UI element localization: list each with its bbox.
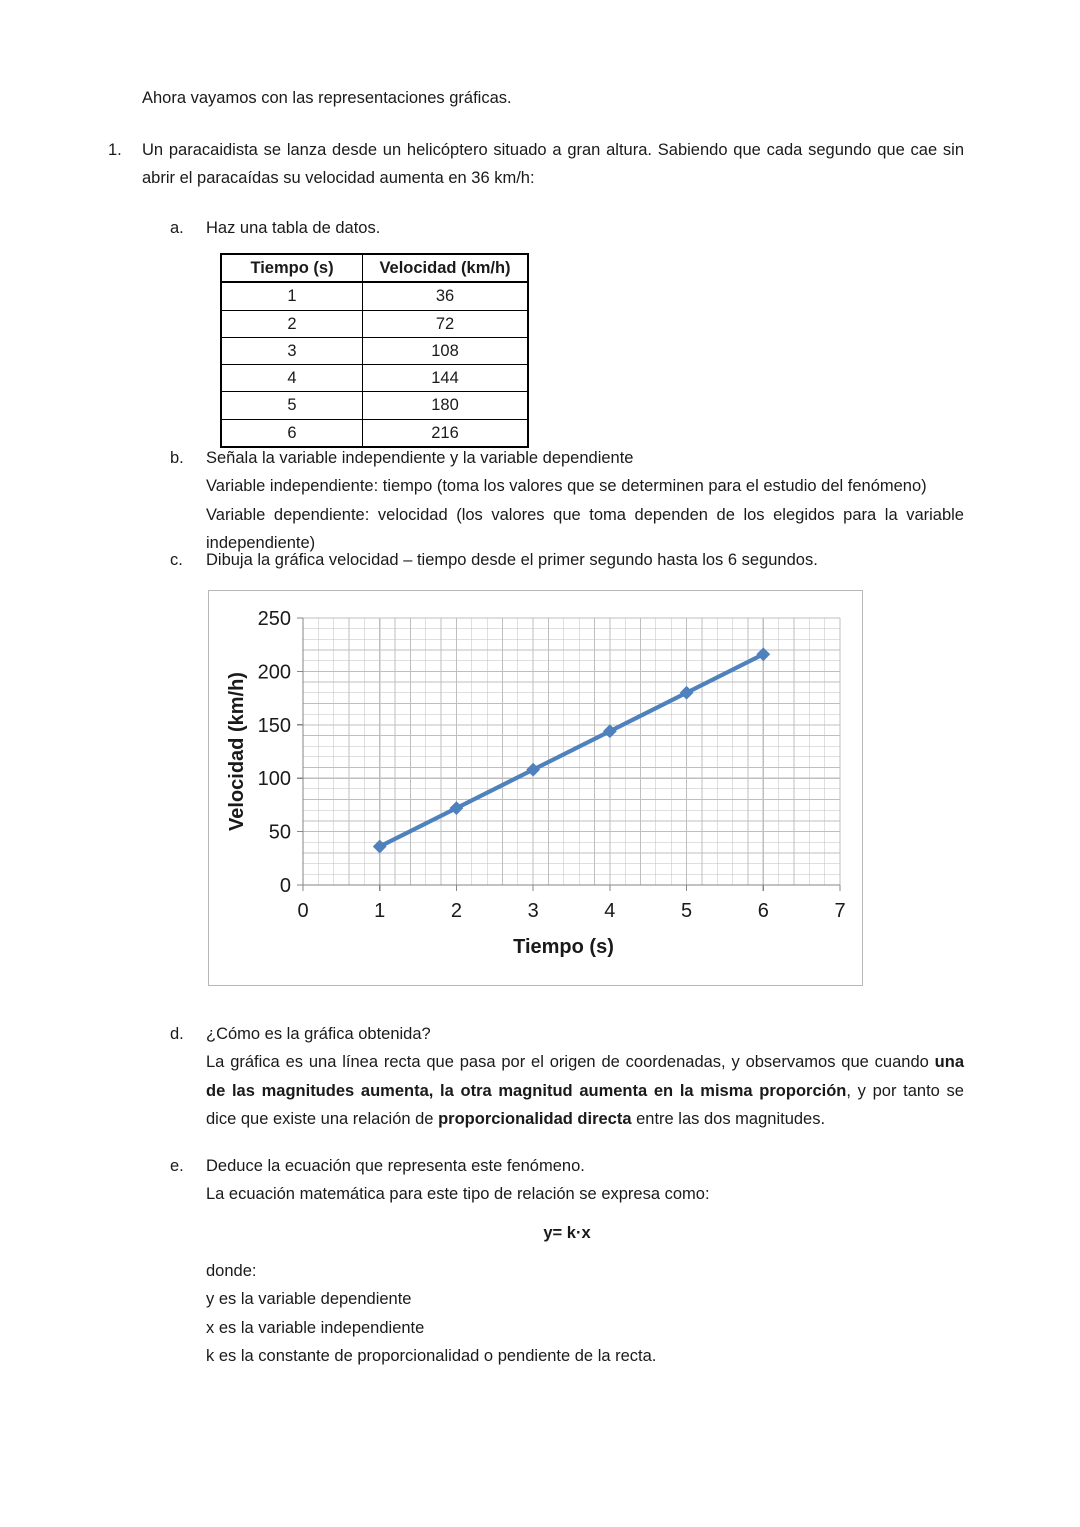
table-row xyxy=(221,419,528,447)
cell-tiempo: 1 xyxy=(221,282,363,310)
table-header-tiempo: Tiempo (s) xyxy=(221,254,363,282)
table-row xyxy=(221,310,528,337)
section-c-letter: c. xyxy=(170,551,183,569)
section-b-line2: Variable dependiente: velocidad (los valores que toma dependen de los elegidos para la variable independiente) xyxy=(206,505,964,553)
cell-velocidad: 72 xyxy=(363,310,529,337)
section-c xyxy=(170,546,964,574)
x-axis-tick-label: 3 xyxy=(527,900,539,922)
section-e-def-k: k es la constante de proporcionalidad o pendiente de la recta. xyxy=(206,1346,657,1365)
cell-tiempo: 2 xyxy=(221,310,363,337)
section-a-letter: a. xyxy=(170,219,184,237)
cell-tiempo: 4 xyxy=(221,365,363,392)
y-axis-tick-label: 100 xyxy=(257,768,291,791)
section-e-letter: e. xyxy=(170,1157,184,1175)
chart-svg xyxy=(209,591,862,985)
table-row xyxy=(221,365,528,392)
section-e xyxy=(170,1152,964,1370)
list-item-1-text: Un paracaidista se lanza desde un helicóptero situado a gran altura. Sabiendo que cada segundo que cae sin abrir el paracaídas su velocidad aumenta en 36 km/h: xyxy=(142,141,964,188)
cell-tiempo: 3 xyxy=(221,337,363,364)
table-header-velocidad: Velocidad (km/h) xyxy=(363,254,529,282)
section-d xyxy=(170,1020,964,1134)
equation-display: y= k·x xyxy=(543,1224,591,1242)
y-axis-tick-label: 150 xyxy=(257,714,291,737)
section-a-title: Haz una tabla de datos. xyxy=(206,219,381,237)
cell-velocidad: 216 xyxy=(363,419,529,447)
table-row xyxy=(221,392,528,419)
data-table-wrapper xyxy=(220,253,529,448)
y-axis-title: Velocidad (km/h) xyxy=(226,672,248,831)
y-axis-tick-label: 200 xyxy=(257,661,291,684)
x-axis-tick-label: 5 xyxy=(681,900,693,922)
section-d-title: ¿Cómo es la gráfica obtenida? xyxy=(206,1025,431,1043)
list-item-1 xyxy=(108,136,964,193)
cell-velocidad: 144 xyxy=(363,365,529,392)
x-axis-tick-label: 7 xyxy=(834,900,846,922)
answer-part-1: La gráfica es una línea recta que pasa por el origen de coordenadas, y observamos que cuando xyxy=(206,1053,935,1072)
section-b xyxy=(170,444,964,558)
data-table xyxy=(220,253,529,448)
answer-bold-2: proporcionalidad directa xyxy=(438,1110,632,1129)
section-d-letter: d. xyxy=(170,1025,184,1043)
section-e-title: Deduce la ecuación que representa este fenómeno. xyxy=(206,1157,585,1175)
x-axis-title: Tiempo (s) xyxy=(513,936,614,958)
section-a xyxy=(170,214,964,242)
section-e-def-y: y es la variable dependiente xyxy=(206,1290,412,1309)
section-d-body xyxy=(206,1020,964,1134)
section-c-title: Dibuja la gráfica velocidad – tiempo desde el primer segundo hasta los 6 segundos. xyxy=(206,551,818,569)
table-row xyxy=(221,337,528,364)
y-axis-tick-label: 50 xyxy=(268,821,291,844)
x-axis-tick-label: 2 xyxy=(450,900,462,922)
table-row xyxy=(221,282,528,310)
section-b-line1: Variable independiente: tiempo (toma los valores que se determinen para el estudio del fenómeno) xyxy=(206,477,927,496)
velocity-time-chart xyxy=(208,590,863,986)
y-axis-tick-label: 250 xyxy=(257,608,291,630)
section-e-body xyxy=(206,1152,964,1370)
x-axis-tick-label: 6 xyxy=(757,900,769,922)
y-axis-tick-label: 0 xyxy=(279,875,291,897)
answer-part-3: entre las dos magnitudes. xyxy=(631,1110,826,1129)
x-axis-tick-label: 1 xyxy=(374,900,386,922)
cell-tiempo: 6 xyxy=(221,419,363,447)
cell-tiempo: 5 xyxy=(221,392,363,419)
intro-paragraph: Ahora vayamos con las representaciones gráficas. xyxy=(142,89,512,107)
series-line xyxy=(380,654,764,846)
section-d-answer xyxy=(206,1048,964,1133)
table-header-row xyxy=(221,254,528,282)
section-e-def-x: x es la variable independiente xyxy=(206,1318,425,1337)
answer-bold-1: una de las magnitudes aumenta, la otra magnitud aumenta en la misma proporción xyxy=(206,1053,964,1100)
section-e-donde: donde: xyxy=(206,1261,257,1280)
x-axis-tick-label: 0 xyxy=(297,900,309,922)
x-axis-tick-label: 4 xyxy=(604,900,616,922)
list-item-1-number: 1. xyxy=(108,141,122,159)
section-b-letter: b. xyxy=(170,449,184,467)
cell-velocidad: 180 xyxy=(363,392,529,419)
cell-velocidad: 36 xyxy=(363,282,529,310)
cell-velocidad: 108 xyxy=(363,337,529,364)
section-e-lead: La ecuación matemática para este tipo de relación se expresa como: xyxy=(206,1185,710,1204)
answer-part-2: , y por tanto se dice que existe una relación de xyxy=(206,1081,964,1129)
section-b-title: Señala la variable independiente y la variable dependiente xyxy=(206,449,634,467)
section-b-body xyxy=(206,444,964,558)
